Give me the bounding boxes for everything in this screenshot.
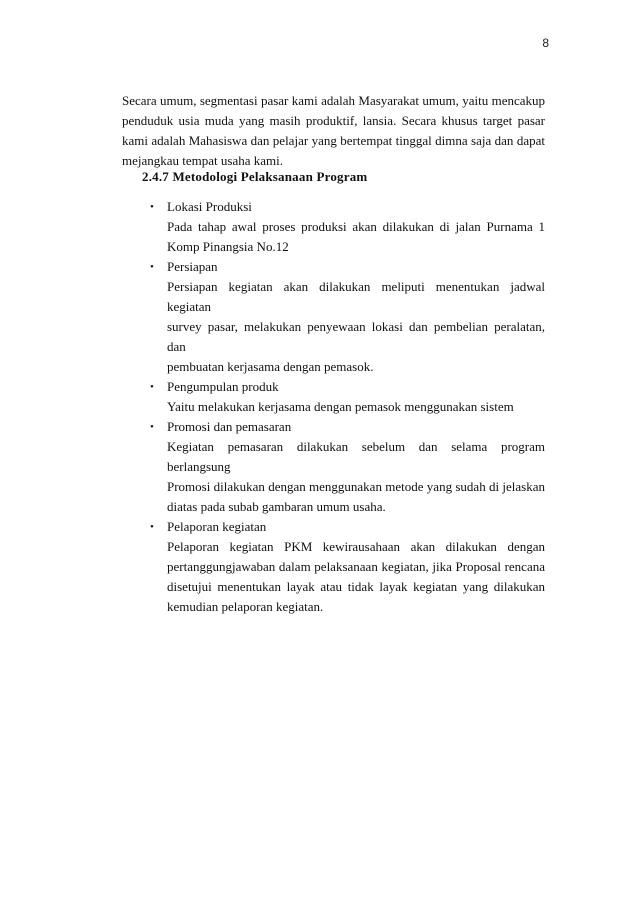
list-item	[150, 257, 545, 377]
list-item-title: Promosi dan pemasaran	[167, 419, 292, 434]
list-item-line: kemudian pelaporan kegiatan.	[167, 599, 324, 614]
list-item-line: Yaitu melakukan kerjasama dengan pemasok menggunakan sistem	[167, 399, 514, 414]
list-item-title: Pengumpulan produk	[167, 379, 279, 394]
list-item	[150, 417, 545, 517]
list-item-line: disetujui menentukan layak atau tidak layak kegiatan yang dilakukan	[167, 579, 545, 594]
bullet-icon: •	[150, 521, 154, 533]
list-item-line: Kegiatan pemasaran dilakukan sebelum dan selama program berlangsung	[167, 439, 545, 474]
intro-paragraph	[122, 91, 545, 171]
list-item-line: Promosi dilakukan dengan menggunakan metode yang sudah di jelaskan	[167, 479, 545, 494]
list-item-line: pertanggungjawaban dalam pelaksanaan kegiatan, jika Proposal rencana	[167, 559, 545, 574]
list-item-line: diatas pada subab gambaran umum usaha.	[167, 499, 386, 514]
section-heading: 2.4.7 Metodologi Pelaksanaan Program	[142, 169, 368, 184]
bullet-icon: •	[150, 381, 154, 393]
list-item-line: pembuatan kerjasama dengan pemasok.	[167, 359, 374, 374]
intro-line: penduduk usia muda yang masih produktif, lansia. Secara khusus target pasar	[122, 113, 545, 128]
list-item-title: Pelaporan kegiatan	[167, 519, 267, 534]
list-item-line: Pelaporan kegiatan PKM kewirausahaan akan dilakukan dengan	[167, 539, 545, 554]
list-item-line: survey pasar, melakukan penyewaan lokasi dan pembelian peralatan, dan	[167, 319, 545, 354]
list-item-line: Persiapan kegiatan akan dilakukan meliputi menentukan jadwal kegiatan	[167, 279, 545, 314]
list-item-title: Lokasi Produksi	[167, 199, 252, 214]
methodology-list	[150, 197, 545, 617]
list-item	[150, 517, 545, 617]
bullet-icon: •	[150, 261, 154, 273]
page-number: 8	[542, 36, 549, 50]
intro-line: Secara umum, segmentasi pasar kami adalah Masyarakat umum, yaitu mencakup	[122, 93, 545, 108]
intro-line: mejangkau tempat usaha kami.	[122, 153, 284, 168]
bullet-icon: •	[150, 421, 154, 433]
list-item-title: Persiapan	[167, 259, 218, 274]
list-item-line: Pada tahap awal proses produksi akan dilakukan di jalan Purnama 1	[167, 219, 545, 234]
list-item	[150, 197, 545, 257]
bullet-icon: •	[150, 201, 154, 213]
list-item	[150, 377, 545, 417]
list-item-line: Komp Pinangsia No.12	[167, 239, 289, 254]
intro-line: kami adalah Mahasiswa dan pelajar yang bertempat tinggal dimna saja dan dapat	[122, 133, 545, 148]
